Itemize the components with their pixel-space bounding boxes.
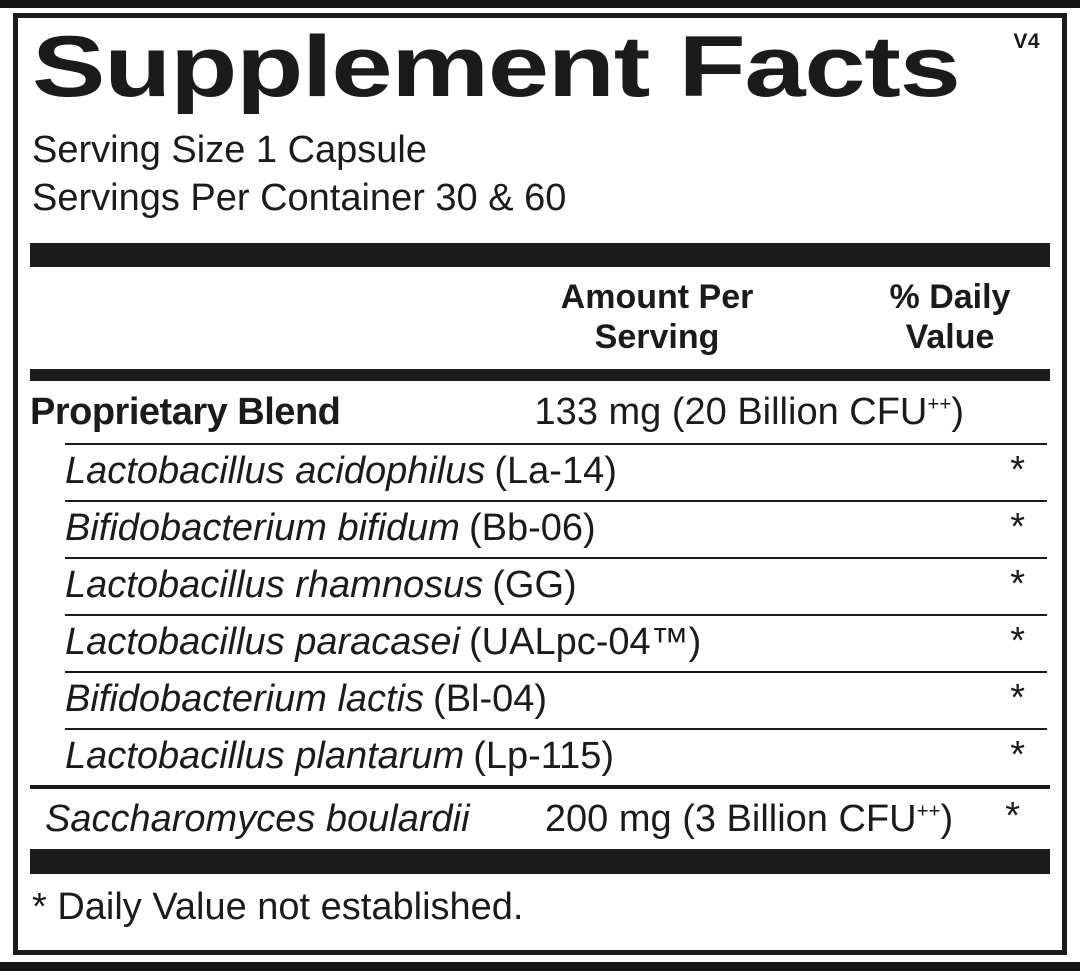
ingredient-strain: (UALpc-04™) (469, 621, 702, 664)
page-title: Supplement Facts (32, 19, 960, 115)
daily-value-asterisk: * (1010, 563, 1025, 606)
thick-divider-bottom (30, 849, 1050, 874)
thick-divider-top (30, 243, 1050, 267)
blend-amount-close: ) (951, 390, 964, 433)
ingredient-species: Bifidobacterium bifidum (65, 507, 460, 550)
ingredient-row-plantarum (65, 728, 1047, 785)
yeast-amount-text: 200 mg (3 Billion CFU (544, 797, 917, 840)
ingredient-strain: (GG) (492, 564, 577, 607)
ingredient-strain: (Lp-115) (473, 735, 615, 778)
ingredient-species: Lactobacillus paracasei (65, 621, 461, 664)
saccharomyces-row (30, 785, 1050, 849)
top-edge-print-strip (0, 0, 1080, 8)
ingredient-row-lactis (65, 671, 1047, 728)
bottom-edge-print-strip (0, 962, 1080, 971)
ingredient-row-rhamnosus (65, 557, 1047, 614)
ingredient-row-paracasei (65, 614, 1047, 671)
yeast-amount (545, 798, 953, 841)
ingredient-species: Lactobacillus rhamnosus (65, 564, 484, 607)
blend-amount-text: 133 mg (20 Billion CFU (534, 390, 928, 433)
blend-amount (535, 391, 964, 434)
divider-below-headers (30, 369, 1050, 381)
daily-value-asterisk: * (1010, 620, 1025, 663)
amount-header-line2: Serving (594, 318, 720, 357)
serving-size-text: Serving Size 1 Capsule (32, 128, 427, 171)
yeast-amount-superscript: ++ (916, 799, 941, 823)
column-header-row (30, 267, 1050, 369)
yeast-species: Saccharomyces boulardii (45, 797, 470, 840)
daily-value-asterisk: * (1005, 795, 1020, 838)
daily-value-asterisk: * (1010, 677, 1025, 720)
daily-value-asterisk: * (1010, 449, 1025, 492)
title-wrap (30, 18, 1050, 115)
ingredient-species: Bifidobacterium lactis (65, 678, 425, 721)
ingredient-species: Lactobacillus acidophilus (65, 450, 486, 493)
daily-value-footnote: * Daily Value not established. (32, 886, 524, 929)
ingredient-species: Lactobacillus plantarum (65, 735, 465, 778)
dv-header-line1: % Daily (889, 277, 1011, 316)
ingredient-strain: (Bb-06) (468, 507, 596, 550)
proprietary-blend-row (30, 381, 1050, 443)
serving-info (32, 126, 1050, 223)
ingredient-strain: (La-14) (494, 450, 617, 493)
blend-name: Proprietary Blend (30, 390, 341, 433)
supplement-facts-panel (13, 13, 1067, 955)
ingredient-row-acidophilus (65, 443, 1047, 500)
amount-header-line1: Amount Per (560, 277, 754, 316)
yeast-amount-close: ) (940, 797, 954, 840)
ingredient-row-bifidum (65, 500, 1047, 557)
daily-value-asterisk: * (1010, 506, 1025, 549)
blend-amount-superscript: ++ (927, 392, 952, 416)
dv-header-line2: Value (905, 318, 995, 357)
ingredient-strain: (Bl-04) (433, 678, 548, 721)
daily-value-asterisk: * (1010, 734, 1025, 777)
amount-per-serving-header (522, 277, 792, 357)
daily-value-header (850, 277, 1050, 357)
servings-per-container-text: Servings Per Container 30 & 60 (32, 177, 567, 220)
version-tag: V4 (1013, 30, 1040, 53)
